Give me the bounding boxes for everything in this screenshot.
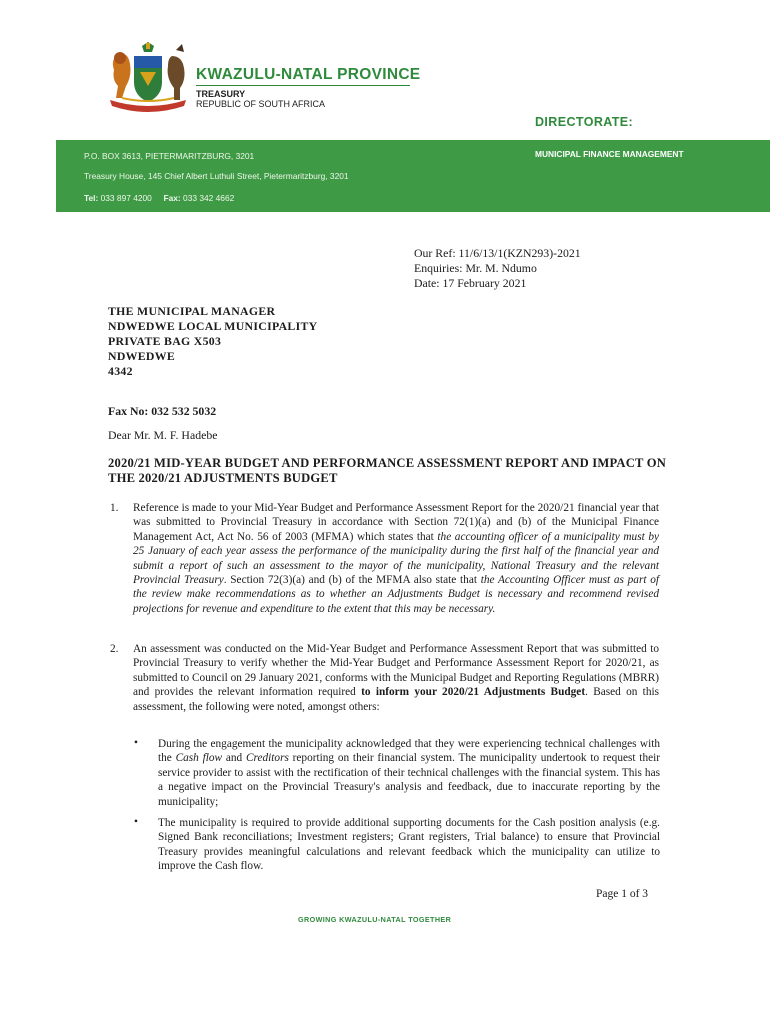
paragraph-text: Reference is made to your Mid-Year Budget and Performance Assessment Report for the 2020/21 financial year that was submitted to Provincial Treasury in accordance with Section 72(1)(a) and (b) of the Municipal Finance Management Act, Act No. 56 of 2003 (MFMA) which states that <box>133 502 659 543</box>
emphasis-text: to inform your 2020/21 Adjustments Budget <box>361 686 586 699</box>
po-box: P.O. BOX 3613, PIETERMARITZBURG, 3201 <box>84 151 255 161</box>
contact-line <box>84 193 234 203</box>
quoted-legislation: the accounting officer of a municipality must by 25 January of each year assess the performance of the municipality during the first half of the financial year and submit a report of such an assessment to the mayor of the municipality, National Treasury and the relevant Provincial Treasury <box>133 530 660 587</box>
paragraph-number: 2. <box>110 643 119 655</box>
emphasis-text: Cash flow <box>175 752 223 765</box>
recipient-line-5: 4342 <box>108 364 133 378</box>
paragraph-1 <box>133 501 659 616</box>
letterhead-banner <box>56 140 770 212</box>
quoted-legislation: the Accounting Officer must as part of the review make recommendations as to whether an Adjustments Budget is necessary and recommend revised projections for revenue and expenditure to the extent that this may be necessary. <box>133 574 659 615</box>
coat-of-arms-logo <box>102 42 194 116</box>
recipient-line-4: NDWEDWE <box>108 349 175 363</box>
bullet-item-1 <box>158 737 660 809</box>
paragraph-text: . Section 72(3)(a) and (b) of the MFMA also state that <box>223 574 481 587</box>
directorate-value: MUNICIPAL FINANCE MANAGEMENT <box>535 149 684 159</box>
letter-subject: 2020/21 MID-YEAR BUDGET AND PERFORMANCE ASSESSMENT REPORT AND IMPACT ON THE 2020/21 ADJUSTMENTS BUDGET <box>108 456 667 485</box>
emphasis-text: Creditors <box>245 752 289 765</box>
bullet-icon: • <box>134 737 138 749</box>
paragraph-text: . Based on this assessment, the following were noted, amongst others: <box>133 686 660 713</box>
street-address: Treasury House, 145 Chief Albert Luthuli Street, Pietermaritzburg, 3201 <box>84 171 349 181</box>
fax-label: Fax: <box>163 193 181 203</box>
footer-slogan: GROWING KWAZULU-NATAL TOGETHER <box>298 915 452 924</box>
bullet-text: and <box>222 752 246 765</box>
page-number: Page 1 of 3 <box>596 888 649 900</box>
country-name: REPUBLIC OF SOUTH AFRICA <box>196 99 326 109</box>
salutation: Dear Mr. M. F. Hadebe <box>108 428 218 442</box>
recipient-fax: Fax No: 032 532 5032 <box>108 404 217 418</box>
bullet-icon: • <box>134 816 138 828</box>
recipient-line-1: THE MUNICIPAL MANAGER <box>108 304 276 318</box>
paragraph-number: 1. <box>110 502 119 514</box>
fax-number: 033 342 4662 <box>183 193 235 203</box>
directorate-label: DIRECTORATE: <box>535 115 634 129</box>
our-ref: Our Ref: 11/6/13/1(KZN293)-2021 <box>414 246 581 260</box>
header-rule <box>196 85 410 86</box>
recipient-line-3: PRIVATE BAG X503 <box>108 334 222 348</box>
department-name: TREASURY <box>196 89 246 99</box>
recipient-line-2: NDWEDWE LOCAL MUNICIPALITY <box>108 319 318 333</box>
tel-label: Tel: <box>84 193 99 203</box>
bullet-text: During the engagement the municipality acknowledged that they were experiencing technical challenges with the <box>158 738 660 765</box>
paragraph-text: An assessment was conducted on the Mid-Year Budget and Performance Assessment Report that was submitted to Provincial Treasury to verify whether the Mid-Year Budget and Performance Assessment Report for 2020/21, as submitted to Council on 29 January 2021, conforms with the Municipal Budget and Reporting Regulations (MBRR) and provides the relevant information required <box>133 643 659 699</box>
bullet-text: reporting on their financial system. The municipality undertook to request their service provider to assist with the rectification of their technical challenges with the financial system. This has a negative impact on the Provincial Treasury's analysis and feedback, due to inaccurate reporting by the municipality; <box>158 752 661 808</box>
bullet-item-2: The municipality is required to provide additional supporting documents for the Cash position analysis (e.g. Signed Bank reconciliations; Investment registers; Grant registers, Trial balance) to ensure that Provincial Treasury provides meaningful calculations and relevant feedback which the municipality can utilize to improve the Cash flow. <box>158 817 660 873</box>
enquiries: Enquiries: Mr. M. Ndumo <box>414 261 537 275</box>
province-name: KWAZULU-NATAL PROVINCE <box>196 66 421 83</box>
letter-date: Date: 17 February 2021 <box>414 276 527 290</box>
paragraph-2 <box>133 642 659 714</box>
tel-number: 033 897 4200 <box>100 193 152 203</box>
